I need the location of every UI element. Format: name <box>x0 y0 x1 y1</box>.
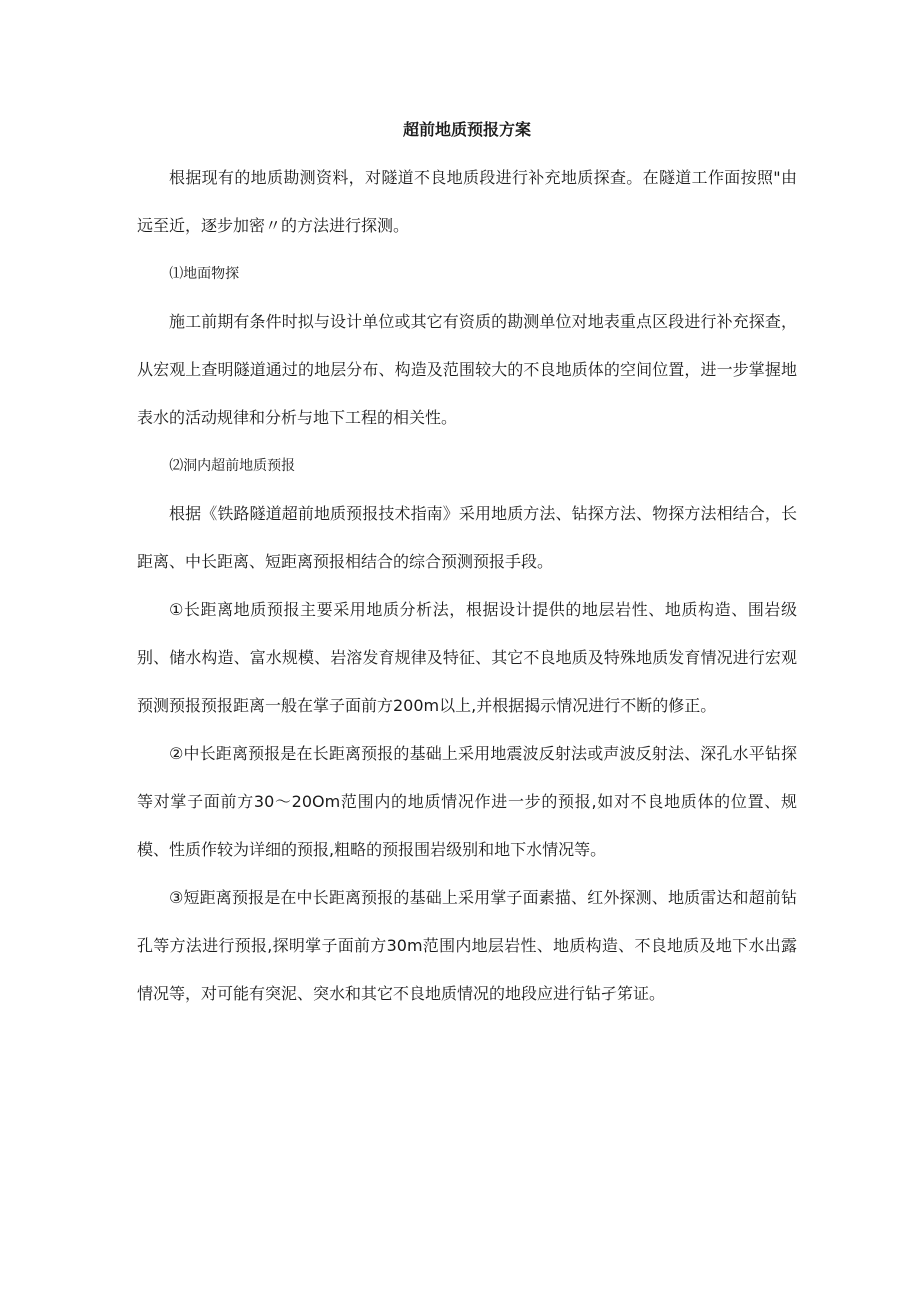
list-item-medium-range: ②中长距离预报是在长距离预报的基础上采用地震波反射法或声波反射法、深孔水平钻探等对掌子面前方30～20Om范围内的地质情况作进一步的预报,如对不良地质体的位置、规模、性质作较为详细的预报,粗略的预报围岩级别和地下水情况等。 <box>137 744 797 859</box>
list-item-short-range: ③短距离预报是在中长距离预报的基础上采用掌子面素描、红外探测、地质雷达和超前钻孔等方法进行预报,探明掌子面前方30m范围内地层岩性、地质构造、不良地质及地下水出露情况等，对可能有突泥、突水和其它不良地质情况的地段应进行钻孑笫证。 <box>137 888 797 1003</box>
document-body <box>137 118 797 1018</box>
section-paragraph-tunnel-forecast: 根据《铁路隧道超前地质预报技术指南》采用地质方法、钻探方法、物探方法相结合，长距离、中长距离、短距离预报相结合的综合预测预报手段。 <box>137 504 797 571</box>
list-item-long-range: ①长距离地质预报主要采用地质分析法，根据设计提供的地层岩性、地质构造、围岩级别、储水构造、富水规模、岩溶发育规律及特征、其它不良地质及特殊地质发育情况进行宏观预测预报预报距离一般在掌子面前方200m以上,并根据揭示情况进行不断的修正。 <box>137 600 797 715</box>
section-heading-surface-geophysics: ⑴地面物探 <box>169 266 240 282</box>
section-heading-tunnel-forecast: ⑵洞内超前地质预报 <box>169 458 296 474</box>
section-paragraph-surface-geophysics: 施工前期有条件时拟与设计单位或其它有资质的勘测单位对地表重点区段进行补充探查，从宏观上查明隧道通过的地层分布、构造及范围较大的不良地质体的空间位置，进一步掌握地表水的活动规律和分析与地下工程的相关性。 <box>137 312 797 427</box>
document-title: 超前地质预报方案 <box>402 120 531 139</box>
intro-paragraph: 根据现有的地质勘测资料，对隧道不良地质段进行补充地质探查。在隧道工作面按照"由远至近，逐步加密〃的方法进行探测。 <box>137 168 797 235</box>
